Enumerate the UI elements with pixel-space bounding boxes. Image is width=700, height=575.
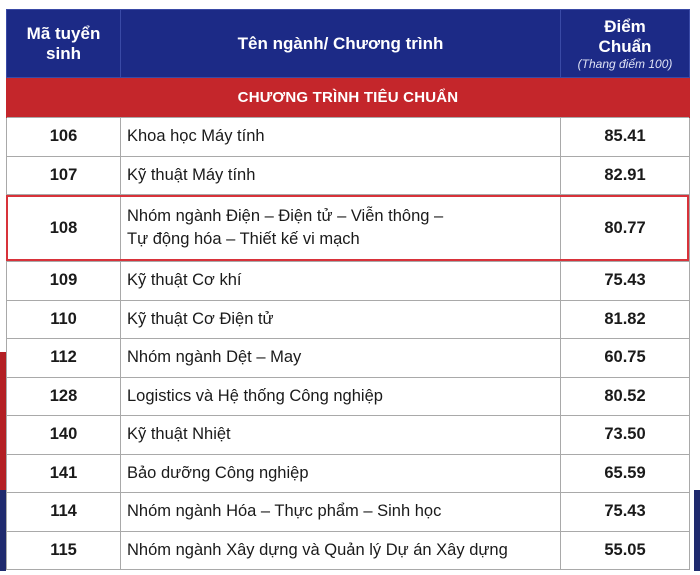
row-code: 106 <box>7 118 121 157</box>
row-code: 110 <box>7 300 121 339</box>
row-code: 141 <box>7 454 121 493</box>
row-score: 55.05 <box>561 531 690 570</box>
section-title: CHƯƠNG TRÌNH TIÊU CHUẨN <box>7 78 690 118</box>
table-row <box>7 377 690 416</box>
row-code: 128 <box>7 377 121 416</box>
bottom-edge <box>0 571 700 575</box>
row-name: Kỹ thuật Cơ Điện tử <box>121 300 561 339</box>
row-score: 75.43 <box>561 493 690 532</box>
row-name: Bảo dưỡng Công nghiệp <box>121 454 561 493</box>
row-name: Kỹ thuật Cơ khí <box>121 262 561 301</box>
row-code: 107 <box>7 156 121 195</box>
row-name-line2: Tự động hóa – Thiết kế vi mạch <box>127 230 360 248</box>
row-code: 114 <box>7 493 121 532</box>
row-score: 60.75 <box>561 339 690 378</box>
row-name: Nhóm ngành Xây dựng và Quản lý Dự án Xây dựng <box>121 531 561 570</box>
row-name <box>121 195 561 262</box>
row-score: 80.77 <box>561 195 690 262</box>
row-code: 108 <box>7 195 121 262</box>
table-header-row <box>7 10 690 78</box>
table-row <box>7 300 690 339</box>
right-navy-strip <box>694 490 700 575</box>
header-name <box>121 10 561 78</box>
row-name: Nhóm ngành Hóa – Thực phẩm – Sinh học <box>121 493 561 532</box>
header-score-note: (Thang điểm 100) <box>577 56 673 71</box>
header-code <box>7 10 121 78</box>
row-name: Khoa học Máy tính <box>121 118 561 157</box>
table-row <box>7 454 690 493</box>
row-name: Nhóm ngành Dệt – May <box>121 339 561 378</box>
row-code: 115 <box>7 531 121 570</box>
table-row <box>7 339 690 378</box>
section-row <box>7 78 690 118</box>
row-name: Kỹ thuật Nhiệt <box>121 416 561 455</box>
row-score: 65.59 <box>561 454 690 493</box>
row-score: 85.41 <box>561 118 690 157</box>
header-score <box>561 10 690 78</box>
row-name-line1: Nhóm ngành Điện – Điện tử – Viễn thông – <box>127 207 444 225</box>
table-row <box>7 416 690 455</box>
table-row <box>7 118 690 157</box>
header-name-label: Tên ngành/ Chương trình <box>237 33 444 53</box>
row-score: 81.82 <box>561 300 690 339</box>
row-name: Logistics và Hệ thống Công nghiệp <box>121 377 561 416</box>
row-score: 73.50 <box>561 416 690 455</box>
row-code: 109 <box>7 262 121 301</box>
header-code-label: Mã tuyển sinh <box>26 23 101 63</box>
row-score: 80.52 <box>561 377 690 416</box>
row-code: 140 <box>7 416 121 455</box>
admission-score-table <box>6 9 690 570</box>
table-row <box>7 262 690 301</box>
table-row <box>7 493 690 532</box>
row-code: 112 <box>7 339 121 378</box>
row-score: 75.43 <box>561 262 690 301</box>
header-score-label: Điểm Chuẩn <box>598 16 652 56</box>
row-name: Kỹ thuật Máy tính <box>121 156 561 195</box>
table-row-highlighted <box>7 195 690 262</box>
table-row <box>7 531 690 570</box>
row-score: 82.91 <box>561 156 690 195</box>
table-row <box>7 156 690 195</box>
